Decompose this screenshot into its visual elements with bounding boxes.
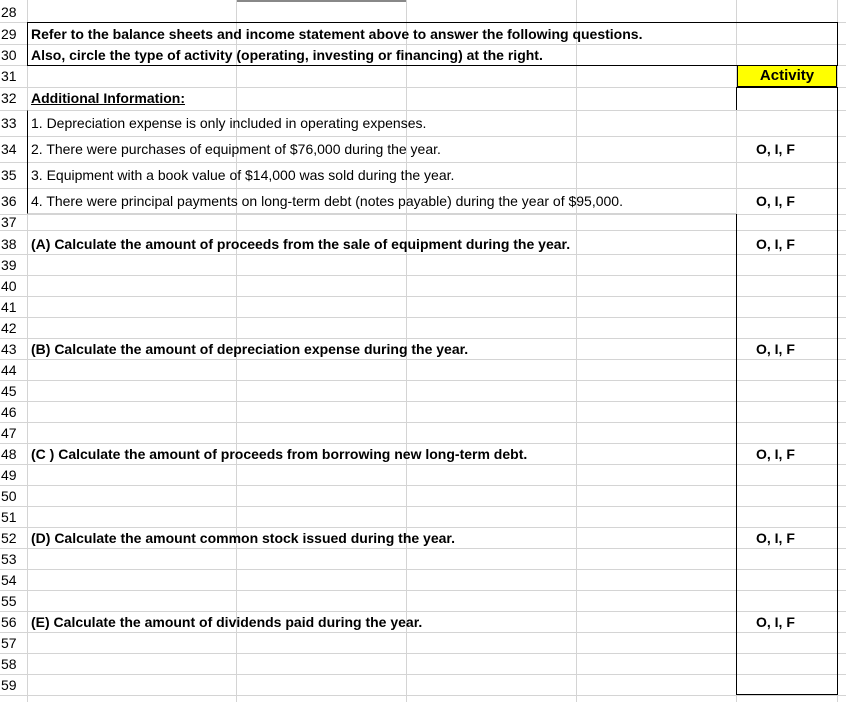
row-number: 40	[1, 278, 17, 294]
intro-line-2: Also, circle the type of activity (operating, investing or financing) at the right.	[31, 47, 543, 63]
row-number: 44	[1, 362, 17, 378]
gridline	[0, 443, 846, 444]
question-a: (A) Calculate the amount of proceeds from the sale of equipment during the year.	[31, 236, 571, 252]
row-number: 41	[1, 299, 17, 315]
row-number: 28	[1, 4, 17, 20]
row-number: 54	[1, 572, 17, 588]
gridline	[0, 527, 846, 528]
gridline	[0, 359, 846, 360]
gridline	[0, 254, 846, 255]
row-number: 31	[1, 68, 17, 84]
gridline	[576, 0, 577, 702]
row-number: 33	[1, 115, 17, 131]
activity-choice-b[interactable]: O, I, F	[756, 341, 795, 357]
row-number: 32	[1, 90, 17, 106]
gridline	[0, 653, 846, 654]
info-box	[27, 110, 737, 214]
gridline	[0, 401, 846, 402]
row-number: 51	[1, 509, 17, 525]
question-c: (C ) Calculate the amount of proceeds from borrowing new long-term debt.	[31, 446, 528, 462]
row-number: 59	[1, 677, 17, 693]
row-number: 55	[1, 593, 17, 609]
gridline	[0, 632, 846, 633]
gridline	[0, 230, 846, 231]
gridline	[0, 590, 846, 591]
gridline	[0, 506, 846, 507]
row-number: 47	[1, 425, 17, 441]
gridline	[27, 0, 28, 702]
question-e: (E) Calculate the amount of dividends paid during the year.	[31, 614, 423, 630]
activity-choice-info-4[interactable]: O, I, F	[756, 193, 795, 209]
gridline	[0, 422, 846, 423]
gridline	[0, 569, 846, 570]
activity-header: Activity	[737, 65, 837, 87]
column-header-edge	[236, 0, 406, 2]
gridline	[0, 338, 846, 339]
row-number: 57	[1, 635, 17, 651]
row-number: 46	[1, 404, 17, 420]
row-number: 30	[1, 47, 17, 63]
activity-choice-info-2[interactable]: O, I, F	[756, 141, 795, 157]
question-b: (B) Calculate the amount of depreciation expense during the year.	[31, 341, 469, 357]
row-number: 56	[1, 614, 17, 630]
row-number: 29	[1, 26, 17, 42]
gridline	[0, 485, 846, 486]
gridline	[0, 275, 846, 276]
activity-column-box	[736, 87, 838, 695]
row-number: 52	[1, 530, 17, 546]
row-number: 38	[1, 236, 17, 252]
additional-info-heading: Additional Information:	[31, 90, 185, 106]
question-d: (D) Calculate the amount common stock issued during the year.	[31, 530, 455, 546]
row-number: 37	[1, 214, 17, 230]
row-number: 42	[1, 320, 17, 336]
row-number: 45	[1, 383, 17, 399]
info-item-1: 1. Depreciation expense is only included in operating expenses.	[31, 115, 427, 131]
info-item-3: 3. Equipment with a book value of $14,000 was sold during the year.	[31, 167, 455, 183]
gridline	[0, 317, 846, 318]
gridline	[0, 548, 846, 549]
row-number: 50	[1, 488, 17, 504]
gridline	[0, 611, 846, 612]
gridline	[0, 214, 846, 215]
activity-choice-e[interactable]: O, I, F	[756, 614, 795, 630]
gridline	[0, 296, 846, 297]
activity-choice-c[interactable]: O, I, F	[756, 446, 795, 462]
gridline	[0, 380, 846, 381]
info-item-4: 4. There were principal payments on long-term debt (notes payable) during the year of $95,000.	[31, 193, 623, 209]
info-item-2: 2. There were purchases of equipment of $76,000 during the year.	[31, 141, 441, 157]
gridline	[0, 674, 846, 675]
activity-choice-d[interactable]: O, I, F	[756, 530, 795, 546]
row-number: 35	[1, 167, 17, 183]
gridline	[0, 87, 846, 88]
intro-line-1: Refer to the balance sheets and income statement above to answer the following questions.	[31, 26, 643, 42]
row-number: 53	[1, 551, 17, 567]
row-number: 39	[1, 257, 17, 273]
row-number: 36	[1, 193, 17, 209]
row-number: 58	[1, 656, 17, 672]
row-number: 43	[1, 341, 17, 357]
gridline	[0, 464, 846, 465]
row-number: 49	[1, 467, 17, 483]
gridline	[0, 695, 846, 696]
row-number: 34	[1, 141, 17, 157]
row-number: 48	[1, 446, 17, 462]
activity-choice-a[interactable]: O, I, F	[756, 236, 795, 252]
